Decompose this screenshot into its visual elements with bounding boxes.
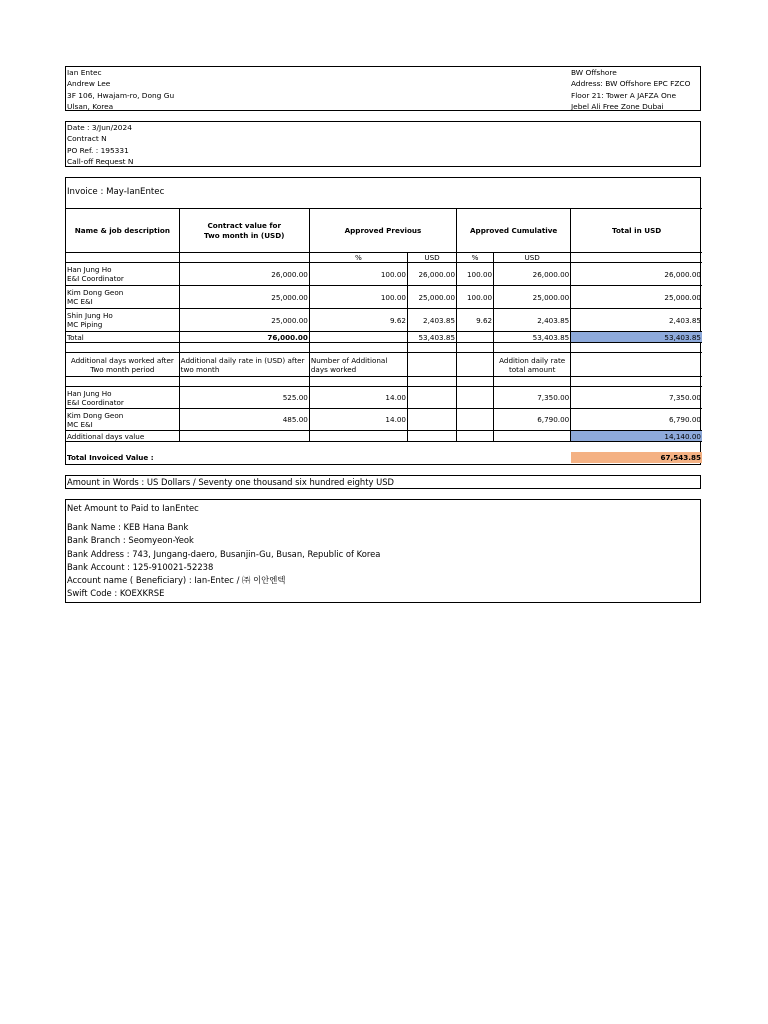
empty-cell bbox=[571, 343, 702, 353]
table-row bbox=[66, 263, 702, 286]
empty-cell bbox=[457, 332, 494, 343]
col-contract-header-l2: Two month in (USD) bbox=[204, 230, 285, 240]
additional-days-header bbox=[66, 353, 179, 377]
bank-name: Bank Name : KEB Hana Bank bbox=[67, 522, 189, 533]
empty-cell bbox=[179, 253, 309, 263]
additional-count-header bbox=[309, 353, 407, 377]
additional-count-header-l1: Number of Additional bbox=[310, 355, 388, 365]
additional-count-header-l2: days worked bbox=[310, 364, 357, 374]
empty-cell bbox=[66, 442, 702, 452]
prev-pct-subheader: % bbox=[309, 253, 407, 263]
empty-cell bbox=[494, 452, 571, 463]
employee-role: MC E&I bbox=[67, 419, 93, 429]
additional-total: 6,790.00 bbox=[571, 409, 702, 431]
empty-cell bbox=[309, 377, 407, 387]
spacer-row bbox=[66, 377, 702, 387]
table-row bbox=[66, 309, 702, 332]
empty-cell bbox=[457, 387, 494, 409]
additional-total: 7,350.00 bbox=[571, 387, 702, 409]
empty-cell bbox=[571, 377, 702, 387]
address-block bbox=[65, 66, 701, 111]
row-total: 26,000.00 bbox=[571, 263, 702, 286]
empty-cell bbox=[408, 343, 457, 353]
total-prev-usd: 53,403.85 bbox=[408, 332, 457, 343]
from-line: Ian Entec bbox=[67, 68, 102, 77]
cum-pct: 100.00 bbox=[457, 263, 494, 286]
employee-name: Han Jung Ho bbox=[67, 388, 112, 398]
empty-cell bbox=[494, 343, 571, 353]
total-label: Total bbox=[66, 332, 179, 343]
additional-amount-header-l2: total amount bbox=[508, 364, 556, 374]
row-total: 2,403.85 bbox=[571, 309, 702, 332]
cum-pct: 9.62 bbox=[457, 309, 494, 332]
empty-cell bbox=[457, 452, 494, 463]
empty-cell bbox=[309, 452, 407, 463]
swift-code: Swift Code : KOEXKRSE bbox=[67, 588, 165, 599]
grand-total-label: Total Invoiced Value : bbox=[67, 452, 154, 462]
from-line: Andrew Lee bbox=[67, 79, 111, 89]
subheader-row bbox=[66, 253, 702, 263]
empty-cell bbox=[408, 353, 457, 377]
cum-usd: 26,000.00 bbox=[494, 263, 571, 286]
additional-total-label: Additional days value bbox=[66, 431, 179, 442]
additional-amount-header bbox=[494, 353, 571, 377]
additional-row bbox=[66, 387, 702, 409]
contract-value: 25,000.00 bbox=[179, 286, 309, 309]
total-cum-usd: 53,403.85 bbox=[494, 332, 571, 343]
employee-role: E&I Coordinator bbox=[67, 274, 124, 284]
empty-cell bbox=[309, 431, 407, 442]
cum-usd: 2,403.85 bbox=[494, 309, 571, 332]
to-line: Address: BW Offshore EPC FZCO bbox=[571, 79, 691, 89]
empty-cell bbox=[408, 452, 457, 463]
empty-cell bbox=[309, 332, 407, 343]
gap-row bbox=[66, 442, 702, 452]
empty-cell bbox=[494, 377, 571, 387]
total-contract: 76,000.00 bbox=[179, 332, 309, 343]
total-row bbox=[66, 332, 702, 343]
from-line: 3F 106, Hwajam-ro, Dong Gu bbox=[67, 90, 175, 100]
col-approved-cum-header: Approved Cumulative bbox=[457, 209, 571, 253]
empty-cell bbox=[408, 387, 457, 409]
employee-cell bbox=[66, 409, 179, 431]
empty-cell bbox=[309, 343, 407, 353]
col-contract-header-l1: Contract value for bbox=[207, 221, 281, 231]
bank-account: Bank Account : 125-910021-52238 bbox=[67, 561, 214, 572]
prev-usd: 26,000.00 bbox=[408, 263, 457, 286]
prev-usd: 25,000.00 bbox=[408, 286, 457, 309]
empty-cell bbox=[457, 353, 494, 377]
spacer-row bbox=[66, 343, 702, 353]
empty-cell bbox=[457, 409, 494, 431]
prev-usd-subheader: USD bbox=[408, 253, 457, 263]
additional-total-row bbox=[66, 431, 702, 442]
to-line: Jebel Ali Free Zone Dubai bbox=[571, 101, 664, 111]
date-line: Date : 3/Jun/2024 bbox=[67, 123, 132, 132]
additional-amount-header-l1: Addition daily rate bbox=[499, 355, 566, 365]
reference-block bbox=[65, 121, 701, 167]
to-line: Floor 21: Tower A JAFZA One bbox=[571, 90, 677, 100]
invoice-table-box bbox=[65, 177, 701, 465]
account-name: Account name ( Beneficiary) : Ian-Entec / ㈜ 이안엔텍 bbox=[67, 575, 286, 586]
po-ref-line: PO Ref. : 195331 bbox=[67, 145, 129, 155]
empty-cell bbox=[494, 431, 571, 442]
bank-heading: Net Amount to Paid to IanEntec bbox=[67, 503, 199, 513]
bank-details-block bbox=[65, 499, 701, 603]
empty-cell bbox=[179, 431, 309, 442]
empty-cell bbox=[66, 253, 179, 263]
prev-pct: 9.62 bbox=[309, 309, 407, 332]
invoice-table bbox=[66, 208, 702, 463]
additional-amount: 7,350.00 bbox=[494, 387, 571, 409]
additional-days: 14.00 bbox=[309, 409, 407, 431]
empty-cell bbox=[457, 431, 494, 442]
employee-cell bbox=[66, 387, 179, 409]
recipient-block bbox=[571, 67, 690, 112]
additional-rate-header-l2: two month bbox=[180, 364, 220, 374]
additional-days: 14.00 bbox=[309, 387, 407, 409]
additional-total-highlight: 14,140.00 bbox=[571, 431, 702, 442]
col-approved-prev-header: Approved Previous bbox=[309, 209, 456, 253]
prev-pct: 100.00 bbox=[309, 286, 407, 309]
empty-cell bbox=[571, 253, 702, 263]
contract-value: 25,000.00 bbox=[179, 309, 309, 332]
grand-total-row bbox=[66, 452, 702, 463]
empty-cell bbox=[457, 377, 494, 387]
empty-cell bbox=[66, 343, 179, 353]
cum-pct-subheader: % bbox=[457, 253, 494, 263]
employee-role: MC E&I bbox=[67, 297, 93, 307]
additional-rate-header bbox=[179, 353, 309, 377]
empty-cell bbox=[457, 343, 494, 353]
empty-cell bbox=[571, 353, 702, 377]
table-header-row bbox=[66, 209, 702, 253]
empty-cell bbox=[408, 377, 457, 387]
additional-row bbox=[66, 409, 702, 431]
additional-days-header-l1: Additional days worked after bbox=[70, 355, 174, 365]
employee-cell bbox=[66, 309, 179, 332]
additional-amount: 6,790.00 bbox=[494, 409, 571, 431]
total-usd-highlight: 53,403.85 bbox=[571, 332, 702, 343]
contract-line: Contract N bbox=[67, 134, 107, 144]
additional-rate-header-l1: Additional daily rate in (USD) after bbox=[180, 355, 305, 365]
additional-rate: 525.00 bbox=[179, 387, 309, 409]
empty-cell bbox=[179, 343, 309, 353]
calloff-line: Call-off Request N bbox=[67, 156, 134, 166]
grand-total-value: 67,543.85 bbox=[571, 452, 702, 463]
employee-name: Han Jung Ho bbox=[67, 265, 112, 274]
employee-cell bbox=[66, 263, 179, 286]
amount-in-words: Amount in Words : US Dollars / Seventy one thousand six hundred eighty USD bbox=[65, 475, 701, 489]
from-line: Ulsan, Korea bbox=[67, 101, 114, 111]
row-total: 25,000.00 bbox=[571, 286, 702, 309]
prev-pct: 100.00 bbox=[309, 263, 407, 286]
employee-role: E&I Coordinator bbox=[67, 397, 124, 407]
employee-role: MC Piping bbox=[67, 320, 103, 330]
employee-cell bbox=[66, 286, 179, 309]
empty-cell bbox=[408, 431, 457, 442]
cum-pct: 100.00 bbox=[457, 286, 494, 309]
col-contract-header bbox=[179, 209, 309, 253]
bank-branch: Bank Branch : Seomyeon-Yeok bbox=[67, 535, 194, 546]
empty-cell bbox=[66, 377, 179, 387]
cum-usd-subheader: USD bbox=[494, 253, 571, 263]
col-total-header: Total in USD bbox=[571, 209, 702, 253]
invoice-title: Invoice : May-IanEntec bbox=[67, 187, 165, 197]
prev-usd: 2,403.85 bbox=[408, 309, 457, 332]
additional-rate: 485.00 bbox=[179, 409, 309, 431]
employee-name: Shin Jung Ho bbox=[67, 311, 113, 320]
additional-days-header-l2: Two month period bbox=[90, 364, 155, 374]
bank-address: Bank Address : 743, Jungang-daero, Busanjin-Gu, Busan, Republic of Korea bbox=[67, 548, 381, 559]
empty-cell bbox=[179, 377, 309, 387]
col-name-header: Name & job description bbox=[66, 209, 179, 253]
cum-usd: 25,000.00 bbox=[494, 286, 571, 309]
contract-value: 26,000.00 bbox=[179, 263, 309, 286]
employee-name: Kim Dong Geon bbox=[67, 410, 124, 420]
to-line: BW Offshore bbox=[571, 68, 617, 77]
additional-header-row bbox=[66, 353, 702, 377]
table-row bbox=[66, 286, 702, 309]
employee-name: Kim Dong Geon bbox=[67, 288, 124, 297]
empty-cell bbox=[408, 409, 457, 431]
